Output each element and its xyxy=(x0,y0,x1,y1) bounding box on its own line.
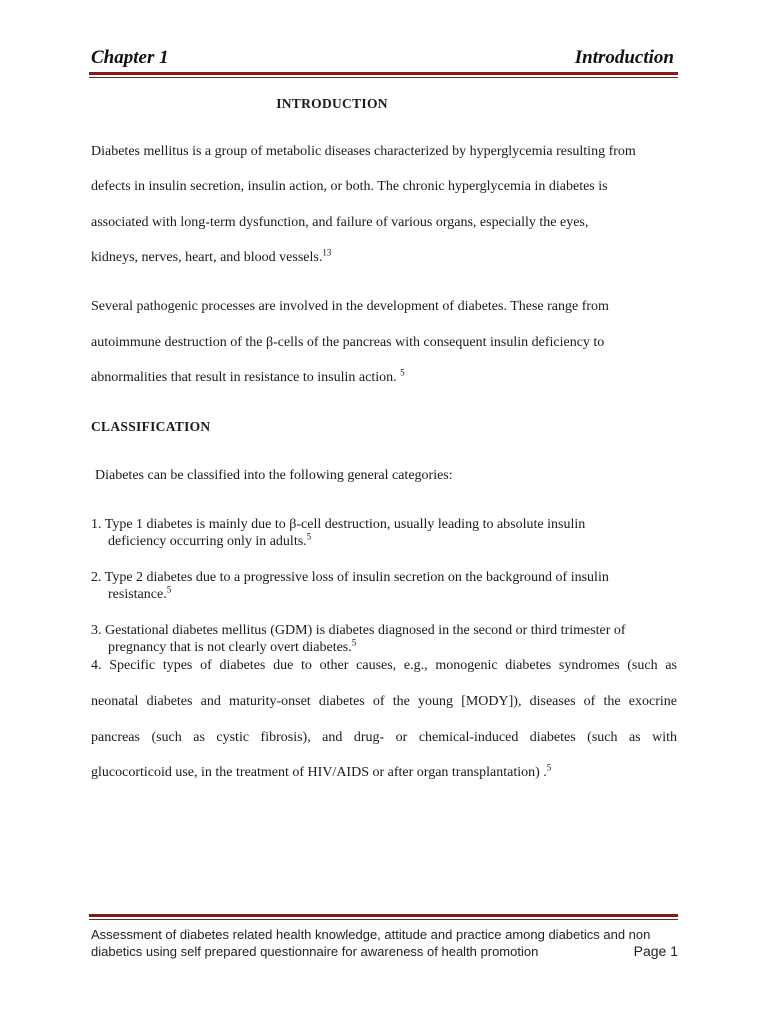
para2-citation: 5 xyxy=(400,367,405,378)
intro-line-4-text: kidneys, nerves, heart, and blood vessels. xyxy=(91,250,323,265)
item-2-citation: 5 xyxy=(166,584,172,595)
para2-line-2: autoimmune destruction of the β-cells of the pancreas with consequent insulin deficiency to xyxy=(91,335,605,350)
item-4-line-1: 4. Specific types of diabetes due to other causes, e.g., monogenic diabetes syndromes (such as xyxy=(91,658,677,673)
item-3-line-2: pregnancy that is not clearly overt diabetes. xyxy=(108,640,352,655)
intro-line-4 xyxy=(91,247,332,266)
footer-rule-thick xyxy=(89,914,678,917)
footer-line-1: Assessment of diabetes related health knowledge, attitude and practice among diabetics and non xyxy=(91,927,651,942)
item-2-line-1: 2. Type 2 diabetes due to a progressive loss of insulin secretion on the background of insulin xyxy=(91,570,609,585)
list-item xyxy=(91,569,681,603)
page-number: Page 1 xyxy=(633,943,678,959)
item-3-citation: 5 xyxy=(351,637,357,648)
intro-line-3: associated with long-term dysfunction, and failure of various organs, especially the eyes, xyxy=(91,215,589,230)
item-4-line-2: neonatal diabetes and maturity-onset diabetes of the young [MODY]), diseases of the exocrine xyxy=(91,694,677,709)
footer-text xyxy=(91,926,681,960)
item-4-line-4-text: glucocorticoid use, in the treatment of HIV/AIDS or after organ transplantation) . xyxy=(91,765,547,780)
footer-line-2: diabetics using self prepared questionnaire for awareness of health promotion xyxy=(91,944,539,959)
footer-rule-thin xyxy=(89,919,678,920)
para2-line-1: Several pathogenic processes are involved in the development of diabetes. These range from xyxy=(91,299,609,314)
list-item xyxy=(91,622,681,656)
item-1-line-1: 1. Type 1 diabetes is mainly due to β-cell destruction, usually leading to absolute insulin xyxy=(91,517,586,532)
para2-line-3-text: abnormalities that result in resistance to insulin action. xyxy=(91,370,397,385)
classification-heading: CLASSIFICATION xyxy=(91,419,211,434)
intro-line-1: Diabetes mellitus is a group of metabolic diseases characterized by hyperglycemia resulting from xyxy=(91,144,636,159)
header-rule-thick xyxy=(89,72,678,75)
page-title: INTRODUCTION xyxy=(276,96,388,111)
section-label: Introduction xyxy=(574,47,674,68)
item-2-line-2: resistance. xyxy=(108,587,167,602)
intro-citation: 13 xyxy=(322,247,332,258)
item-4-citation: 5 xyxy=(546,762,552,773)
item-1-citation: 5 xyxy=(306,531,312,542)
item-4-line-4 xyxy=(91,762,552,781)
classification-intro: Diabetes can be classified into the following general categories: xyxy=(95,468,453,483)
header-rule-thin xyxy=(89,77,678,78)
chapter-label: Chapter 1 xyxy=(91,47,169,68)
item-1-line-2: deficiency occurring only in adults. xyxy=(108,534,307,549)
list-item xyxy=(91,516,681,550)
intro-line-2: defects in insulin secretion, insulin action, or both. The chronic hyperglycemia in diabetes is xyxy=(91,179,608,194)
item-4-line-3: pancreas (such as cystic fibrosis), and drug- or chemical-induced diabetes (such as with xyxy=(91,730,677,745)
para2-line-3 xyxy=(91,367,405,386)
item-3-line-1: 3. Gestational diabetes mellitus (GDM) is diabetes diagnosed in the second or third trimester of xyxy=(91,623,626,638)
